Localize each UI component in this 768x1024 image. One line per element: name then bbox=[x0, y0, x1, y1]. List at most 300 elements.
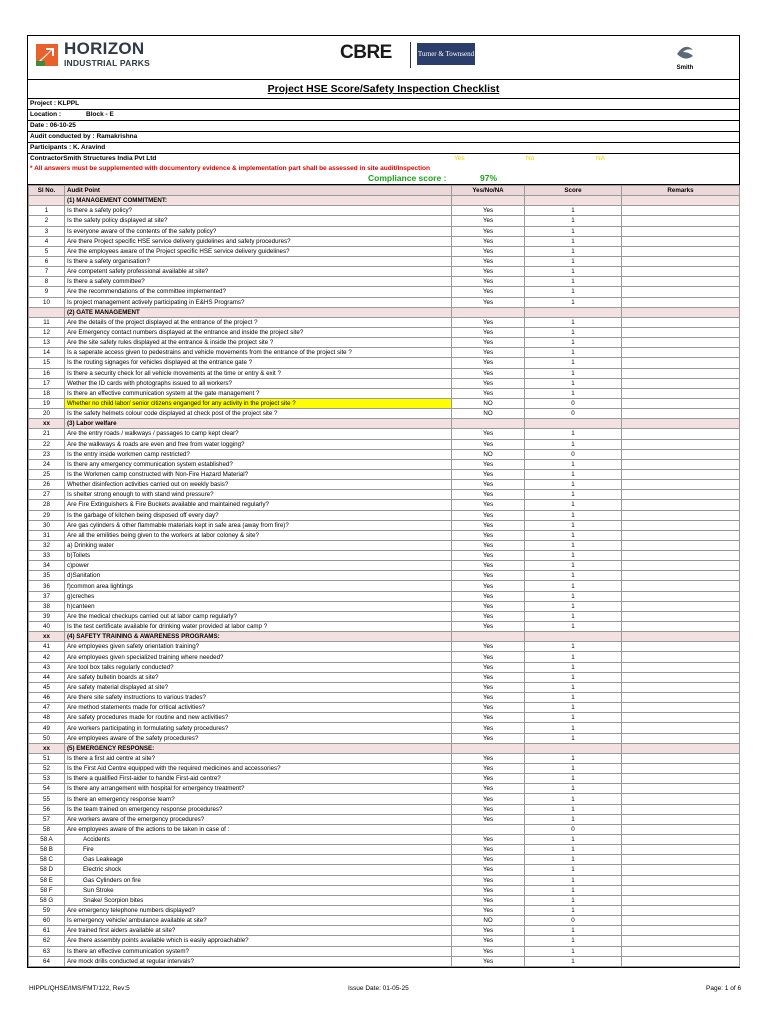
audit-point-cell: Are employees given safety orientation training? bbox=[65, 642, 452, 652]
score-cell: 0 bbox=[525, 398, 622, 408]
sl-no-cell: 57 bbox=[29, 814, 65, 824]
table-row bbox=[29, 642, 740, 652]
audit-point-cell: Whether no child labor/ senior citizens enganged for any activity in the project site ? bbox=[65, 398, 452, 408]
score-cell: 1 bbox=[525, 480, 622, 490]
sl-no-cell: 10 bbox=[29, 297, 65, 307]
table-row bbox=[29, 459, 740, 469]
audit-point-cell: Are the walkways & roads are even and free from water logging? bbox=[65, 439, 452, 449]
audit-point-cell: Is shelter strong enough to with stand wind pressure? bbox=[65, 490, 452, 500]
remarks-cell bbox=[622, 936, 740, 946]
score-cell: 1 bbox=[525, 905, 622, 915]
remarks-cell bbox=[622, 277, 740, 287]
table-row bbox=[29, 267, 740, 277]
table-row bbox=[29, 561, 740, 571]
table-row bbox=[29, 733, 740, 743]
remarks-cell bbox=[622, 327, 740, 337]
audit-point-cell: Wether the ID cards with photographs issued to all workers? bbox=[65, 378, 452, 388]
score-cell: 1 bbox=[525, 622, 622, 632]
score-cell: 1 bbox=[525, 236, 622, 246]
audit-point-cell: (3) Labor welfare bbox=[65, 419, 452, 429]
sl-no-cell: 46 bbox=[29, 693, 65, 703]
answer-cell: Yes bbox=[452, 956, 525, 966]
score-cell: 1 bbox=[525, 784, 622, 794]
remarks-cell bbox=[622, 845, 740, 855]
remarks-cell bbox=[622, 875, 740, 885]
sl-no-cell: 21 bbox=[29, 429, 65, 439]
score-cell: 1 bbox=[525, 693, 622, 703]
sl-no-cell: 43 bbox=[29, 662, 65, 672]
sl-no-cell: 5 bbox=[29, 246, 65, 256]
score-cell: 1 bbox=[525, 348, 622, 358]
audit-point-cell: Are gas cylinders & other flammable materials kept in safe area (away from fire)? bbox=[65, 520, 452, 530]
sl-no-cell: 58 G bbox=[29, 895, 65, 905]
sl-no-cell: 18 bbox=[29, 388, 65, 398]
audit-point-cell: Are trained first aiders available at site? bbox=[65, 926, 452, 936]
sl-no-cell: 2 bbox=[29, 216, 65, 226]
table-row bbox=[29, 388, 740, 398]
sl-no-cell: xx bbox=[29, 419, 65, 429]
remarks-cell bbox=[622, 733, 740, 743]
audit-point-cell: Is project management actively participating in E&HS Programs? bbox=[65, 297, 452, 307]
remarks-cell bbox=[622, 591, 740, 601]
table-row bbox=[29, 936, 740, 946]
sl-no-cell: 16 bbox=[29, 368, 65, 378]
table-row bbox=[29, 520, 740, 530]
score-cell: 1 bbox=[525, 368, 622, 378]
answer-cell: Yes bbox=[452, 510, 525, 520]
sl-no-cell: 35 bbox=[29, 571, 65, 581]
audit-point-cell: Fire bbox=[65, 845, 452, 855]
score-cell: 1 bbox=[525, 611, 622, 621]
sl-no-cell: 15 bbox=[29, 358, 65, 368]
score-cell: 1 bbox=[525, 206, 622, 216]
answer-cell: Yes bbox=[452, 682, 525, 692]
sl-no-cell: 62 bbox=[29, 936, 65, 946]
answer-cell: Yes bbox=[452, 672, 525, 682]
remarks-cell bbox=[622, 368, 740, 378]
audit-point-cell: Is there an effective communication system? bbox=[65, 946, 452, 956]
remarks-cell bbox=[622, 236, 740, 246]
sl-no-cell: 42 bbox=[29, 652, 65, 662]
audit-point-cell: Are the details of the project displayed at the entrance of the project ? bbox=[65, 317, 452, 327]
answer-cell: Yes bbox=[452, 358, 525, 368]
remarks-cell bbox=[622, 642, 740, 652]
answer-cell: Yes bbox=[452, 277, 525, 287]
audit-point-cell: Are method statements made for critical activities? bbox=[65, 703, 452, 713]
score-cell: 1 bbox=[525, 662, 622, 672]
sl-no-cell: 33 bbox=[29, 551, 65, 561]
answer-cell: Yes bbox=[452, 287, 525, 297]
table-row bbox=[29, 835, 740, 845]
remarks-cell bbox=[622, 652, 740, 662]
answer-cell: Yes bbox=[452, 611, 525, 621]
sl-no-cell: 49 bbox=[29, 723, 65, 733]
score-cell: 1 bbox=[525, 500, 622, 510]
contractor-row: ContractorSmith Structures India Pvt Ltd Yes No NA bbox=[30, 155, 606, 162]
sl-no-cell: 63 bbox=[29, 946, 65, 956]
answer-cell: Yes bbox=[452, 733, 525, 743]
score-cell: 1 bbox=[525, 388, 622, 398]
audit-point-cell: g)creches bbox=[65, 591, 452, 601]
sl-no-cell bbox=[29, 196, 65, 206]
table-row bbox=[29, 348, 740, 358]
audit-point-cell: d)Sanitation bbox=[65, 571, 452, 581]
answer-cell: Yes bbox=[452, 216, 525, 226]
answer-cell: Yes bbox=[452, 520, 525, 530]
remarks-cell bbox=[622, 794, 740, 804]
audit-point-cell: Is everyone aware of the contents of the safety policy? bbox=[65, 226, 452, 236]
remarks-cell bbox=[622, 956, 740, 966]
audit-point-cell: Are safety procedures made for routine and new activities? bbox=[65, 713, 452, 723]
remarks-cell bbox=[622, 520, 740, 530]
table-row bbox=[29, 693, 740, 703]
remarks-cell bbox=[622, 338, 740, 348]
audit-point-cell: Is a saperate access given to pedestrains and vehicle movements from the entrance of the project site ? bbox=[65, 348, 452, 358]
table-row bbox=[29, 916, 740, 926]
answer-cell: Yes bbox=[452, 348, 525, 358]
score-cell: 1 bbox=[525, 246, 622, 256]
answer-cell: Yes bbox=[452, 946, 525, 956]
score-cell: 1 bbox=[525, 277, 622, 287]
remarks-cell bbox=[622, 622, 740, 632]
sl-no-cell: 32 bbox=[29, 540, 65, 550]
audit-point-cell: b)Toilets bbox=[65, 551, 452, 561]
answer-cell: Yes bbox=[452, 267, 525, 277]
score-cell: 0 bbox=[525, 409, 622, 419]
remarks-cell bbox=[622, 703, 740, 713]
audit-point-cell: Are workers participating in formulating safety procedures? bbox=[65, 723, 452, 733]
score-cell: 1 bbox=[525, 530, 622, 540]
sl-no-cell: 6 bbox=[29, 256, 65, 266]
section-row bbox=[29, 307, 740, 317]
audit-point-cell: Is the test certificate available for drinking water provided at labor camp ? bbox=[65, 622, 452, 632]
audit-by-row: Audit conducted by : Ramakrishna bbox=[28, 132, 739, 143]
table-row bbox=[29, 510, 740, 520]
answer-cell: Yes bbox=[452, 327, 525, 337]
remarks-cell bbox=[622, 196, 740, 206]
col-sl-no: Sl No. bbox=[29, 186, 65, 196]
answer-cell bbox=[452, 824, 525, 834]
answer-cell bbox=[452, 196, 525, 206]
sl-no-cell: 56 bbox=[29, 804, 65, 814]
remarks-cell bbox=[622, 743, 740, 753]
answer-cell: Yes bbox=[452, 297, 525, 307]
table-row bbox=[29, 256, 740, 266]
score-cell: 1 bbox=[525, 956, 622, 966]
table-row bbox=[29, 885, 740, 895]
table-row bbox=[29, 480, 740, 490]
remarks-cell bbox=[622, 297, 740, 307]
table-row bbox=[29, 946, 740, 956]
table-row bbox=[29, 338, 740, 348]
sl-no-cell: 58 bbox=[29, 824, 65, 834]
answer-cell: Yes bbox=[452, 835, 525, 845]
audit-point-cell: Are employees aware of the actions to be taken in case of : bbox=[65, 824, 452, 834]
cbre-logo: CBRE bbox=[340, 42, 392, 63]
remarks-cell bbox=[622, 905, 740, 915]
table-row bbox=[29, 449, 740, 459]
remarks-cell bbox=[622, 551, 740, 561]
remarks-cell bbox=[622, 348, 740, 358]
sl-no-cell: 19 bbox=[29, 398, 65, 408]
audit-point-cell: Are mock drills conducted at regular intervals? bbox=[65, 956, 452, 966]
audit-point-cell: Are there assembly points available which is easily approachable? bbox=[65, 936, 452, 946]
section-row bbox=[29, 196, 740, 206]
score-cell: 1 bbox=[525, 378, 622, 388]
answer-cell: NO bbox=[452, 916, 525, 926]
answer-cell bbox=[452, 743, 525, 753]
audit-point-cell: Is the Workmen camp constructed with Non-Fire Hazard Material? bbox=[65, 469, 452, 479]
table-row bbox=[29, 500, 740, 510]
score-cell: 1 bbox=[525, 601, 622, 611]
audit-point-cell: Accidents bbox=[65, 835, 452, 845]
sl-no-cell: 58 B bbox=[29, 845, 65, 855]
audit-point-cell: Is the garbage of kitchen being disposed off every day? bbox=[65, 510, 452, 520]
col-score: Score bbox=[525, 186, 622, 196]
remarks-cell bbox=[622, 895, 740, 905]
score-cell: 1 bbox=[525, 642, 622, 652]
score-cell bbox=[525, 632, 622, 642]
table-row bbox=[29, 530, 740, 540]
sl-no-cell: 59 bbox=[29, 905, 65, 915]
sl-no-cell: 28 bbox=[29, 500, 65, 510]
answer-cell: Yes bbox=[452, 469, 525, 479]
remarks-cell bbox=[622, 216, 740, 226]
sl-no-cell: 58 E bbox=[29, 875, 65, 885]
sl-no-cell: 50 bbox=[29, 733, 65, 743]
audit-point-cell: Is there an effective communication system at the gate management ? bbox=[65, 388, 452, 398]
answer-cell: Yes bbox=[452, 206, 525, 216]
remarks-cell bbox=[622, 246, 740, 256]
sl-no-cell: 11 bbox=[29, 317, 65, 327]
remarks-cell bbox=[622, 926, 740, 936]
score-cell: 1 bbox=[525, 297, 622, 307]
answer-cell: Yes bbox=[452, 480, 525, 490]
table-row bbox=[29, 398, 740, 408]
table-row bbox=[29, 845, 740, 855]
table-row bbox=[29, 601, 740, 611]
sl-no-cell: 7 bbox=[29, 267, 65, 277]
answer-cell: Yes bbox=[452, 814, 525, 824]
answer-cell: Yes bbox=[452, 256, 525, 266]
answer-cell: Yes bbox=[452, 571, 525, 581]
audit-point-cell: Are emergency telephone numbers displayed? bbox=[65, 905, 452, 915]
score-cell: 1 bbox=[525, 936, 622, 946]
audit-point-cell: Is the First Aid Centre equipped with the required medicines and accessories? bbox=[65, 764, 452, 774]
table-row bbox=[29, 713, 740, 723]
sl-no-cell: 55 bbox=[29, 794, 65, 804]
audit-point-cell: Is the entry inside workmen camp restricted? bbox=[65, 449, 452, 459]
audit-point-cell: Are employees aware of the safety procedures? bbox=[65, 733, 452, 743]
sl-no-cell: 4 bbox=[29, 236, 65, 246]
score-cell: 1 bbox=[525, 652, 622, 662]
sl-no-cell: 39 bbox=[29, 611, 65, 621]
audit-point-cell: Is the team trained on emergency response procedures? bbox=[65, 804, 452, 814]
audit-point-cell: Is the safety helmets colour code displayed at check post of the project site ? bbox=[65, 409, 452, 419]
table-row bbox=[29, 753, 740, 763]
audit-point-cell: Are the medical checkups carried out at labor camp regularly? bbox=[65, 611, 452, 621]
answer-cell: Yes bbox=[452, 895, 525, 905]
page-title: Project HSE Score/Safety Inspection Checklist bbox=[28, 80, 739, 99]
audit-point-cell: a) Drinking water bbox=[65, 540, 452, 550]
table-row bbox=[29, 764, 740, 774]
section-row bbox=[29, 632, 740, 642]
answer-cell: Yes bbox=[452, 723, 525, 733]
sl-no-cell: 13 bbox=[29, 338, 65, 348]
compliance-label: Compliance score : bbox=[368, 173, 447, 183]
score-cell: 0 bbox=[525, 449, 622, 459]
sl-no-cell: 3 bbox=[29, 226, 65, 236]
score-cell: 1 bbox=[525, 287, 622, 297]
answer-cell: Yes bbox=[452, 581, 525, 591]
answer-cell: Yes bbox=[452, 703, 525, 713]
answer-cell: Yes bbox=[452, 338, 525, 348]
table-row bbox=[29, 551, 740, 561]
score-cell: 1 bbox=[525, 723, 622, 733]
col-remarks: Remarks bbox=[622, 186, 740, 196]
table-row bbox=[29, 368, 740, 378]
remarks-cell bbox=[622, 824, 740, 834]
answer-cell: Yes bbox=[452, 764, 525, 774]
audit-point-cell: (2) GATE MANAGEMENT bbox=[65, 307, 452, 317]
table-row bbox=[29, 926, 740, 936]
score-cell: 1 bbox=[525, 551, 622, 561]
table-row bbox=[29, 672, 740, 682]
sl-no-cell: 64 bbox=[29, 956, 65, 966]
sl-no-cell: 47 bbox=[29, 703, 65, 713]
audit-point-cell: Is emergency vehicle/ ambulance available at site? bbox=[65, 916, 452, 926]
sl-no-cell: 24 bbox=[29, 459, 65, 469]
answer-cell: Yes bbox=[452, 490, 525, 500]
table-row bbox=[29, 490, 740, 500]
sl-no-cell: 37 bbox=[29, 591, 65, 601]
answer-cell: Yes bbox=[452, 713, 525, 723]
score-cell: 1 bbox=[525, 429, 622, 439]
remarks-cell bbox=[622, 226, 740, 236]
remarks-cell bbox=[622, 774, 740, 784]
sl-no-cell: 60 bbox=[29, 916, 65, 926]
sl-no-cell: 31 bbox=[29, 530, 65, 540]
answer-cell: Yes bbox=[452, 226, 525, 236]
remarks-cell bbox=[622, 429, 740, 439]
score-cell: 1 bbox=[525, 317, 622, 327]
answer-cell: Yes bbox=[452, 388, 525, 398]
score-cell: 1 bbox=[525, 267, 622, 277]
answer-cell: Yes bbox=[452, 926, 525, 936]
sl-no-cell: 41 bbox=[29, 642, 65, 652]
audit-point-cell: Is there any emergency communication system established? bbox=[65, 459, 452, 469]
sl-no-cell: 29 bbox=[29, 510, 65, 520]
audit-point-cell: Is there an emergency response team? bbox=[65, 794, 452, 804]
score-cell: 1 bbox=[525, 855, 622, 865]
remarks-cell bbox=[622, 459, 740, 469]
sl-no-cell: 52 bbox=[29, 764, 65, 774]
table-row bbox=[29, 774, 740, 784]
col-audit-point: Audit Point bbox=[65, 186, 452, 196]
audit-point-cell: Is there a safety committee? bbox=[65, 277, 452, 287]
answer-cell: NO bbox=[452, 409, 525, 419]
remarks-cell bbox=[622, 358, 740, 368]
audit-point-cell: Are the site safety rules displayed at the entrance & inside the project site ? bbox=[65, 338, 452, 348]
answer-cell: Yes bbox=[452, 693, 525, 703]
table-row bbox=[29, 905, 740, 915]
remarks-cell bbox=[622, 865, 740, 875]
answer-cell: Yes bbox=[452, 368, 525, 378]
score-cell: 1 bbox=[525, 804, 622, 814]
remarks-cell bbox=[622, 540, 740, 550]
answer-cell: Yes bbox=[452, 378, 525, 388]
participants-row: Participants : K. Aravind bbox=[28, 143, 739, 154]
table-header-row bbox=[29, 186, 740, 196]
sl-no-cell: 12 bbox=[29, 327, 65, 337]
answer-cell: Yes bbox=[452, 551, 525, 561]
sl-no-cell: 58 A bbox=[29, 835, 65, 845]
answer-cell: Yes bbox=[452, 794, 525, 804]
sl-no-cell: 58 F bbox=[29, 885, 65, 895]
sl-no-cell: xx bbox=[29, 743, 65, 753]
table-row bbox=[29, 611, 740, 621]
audit-point-cell: f)common area lightings bbox=[65, 581, 452, 591]
sl-no-cell: 53 bbox=[29, 774, 65, 784]
compliance-value: 97% bbox=[480, 173, 498, 183]
smith-logo-icon bbox=[673, 42, 697, 62]
sl-no-cell: 8 bbox=[29, 277, 65, 287]
remarks-cell bbox=[622, 256, 740, 266]
audit-point-cell: (5) EMERGENCY RESPONSE: bbox=[65, 743, 452, 753]
audit-point-cell: Are Fire Extinguishers & Fire Buckets available and maintained regularly? bbox=[65, 500, 452, 510]
table-row bbox=[29, 317, 740, 327]
table-row bbox=[29, 652, 740, 662]
sl-no-cell: 26 bbox=[29, 480, 65, 490]
remarks-cell bbox=[622, 682, 740, 692]
remarks-cell bbox=[622, 632, 740, 642]
score-cell: 1 bbox=[525, 753, 622, 763]
remarks-cell bbox=[622, 784, 740, 794]
table-row bbox=[29, 703, 740, 713]
sl-no-cell: 36 bbox=[29, 581, 65, 591]
table-row bbox=[29, 865, 740, 875]
table-row bbox=[29, 855, 740, 865]
score-cell bbox=[525, 196, 622, 206]
answer-cell: Yes bbox=[452, 804, 525, 814]
remarks-cell bbox=[622, 398, 740, 408]
table-row bbox=[29, 723, 740, 733]
remarks-cell bbox=[622, 287, 740, 297]
sl-no-cell: 34 bbox=[29, 561, 65, 571]
answer-cell: Yes bbox=[452, 845, 525, 855]
score-cell: 1 bbox=[525, 774, 622, 784]
legend-na: NA bbox=[596, 155, 606, 162]
table-row bbox=[29, 378, 740, 388]
table-row bbox=[29, 226, 740, 236]
sl-no-cell: 27 bbox=[29, 490, 65, 500]
audit-point-cell: Whether disinfection activities carried out on weekly basis? bbox=[65, 480, 452, 490]
table-row bbox=[29, 895, 740, 905]
answer-cell: Yes bbox=[452, 855, 525, 865]
answer-cell: Yes bbox=[452, 540, 525, 550]
answer-cell bbox=[452, 307, 525, 317]
table-row bbox=[29, 409, 740, 419]
score-cell: 1 bbox=[525, 459, 622, 469]
score-cell: 1 bbox=[525, 946, 622, 956]
answer-cell: NO bbox=[452, 449, 525, 459]
audit-point-cell: Are tool box talks regularly conducted? bbox=[65, 662, 452, 672]
remarks-cell bbox=[622, 267, 740, 277]
sl-no-cell: 25 bbox=[29, 469, 65, 479]
answer-cell: Yes bbox=[452, 561, 525, 571]
answer-cell: Yes bbox=[452, 652, 525, 662]
remarks-cell bbox=[622, 601, 740, 611]
